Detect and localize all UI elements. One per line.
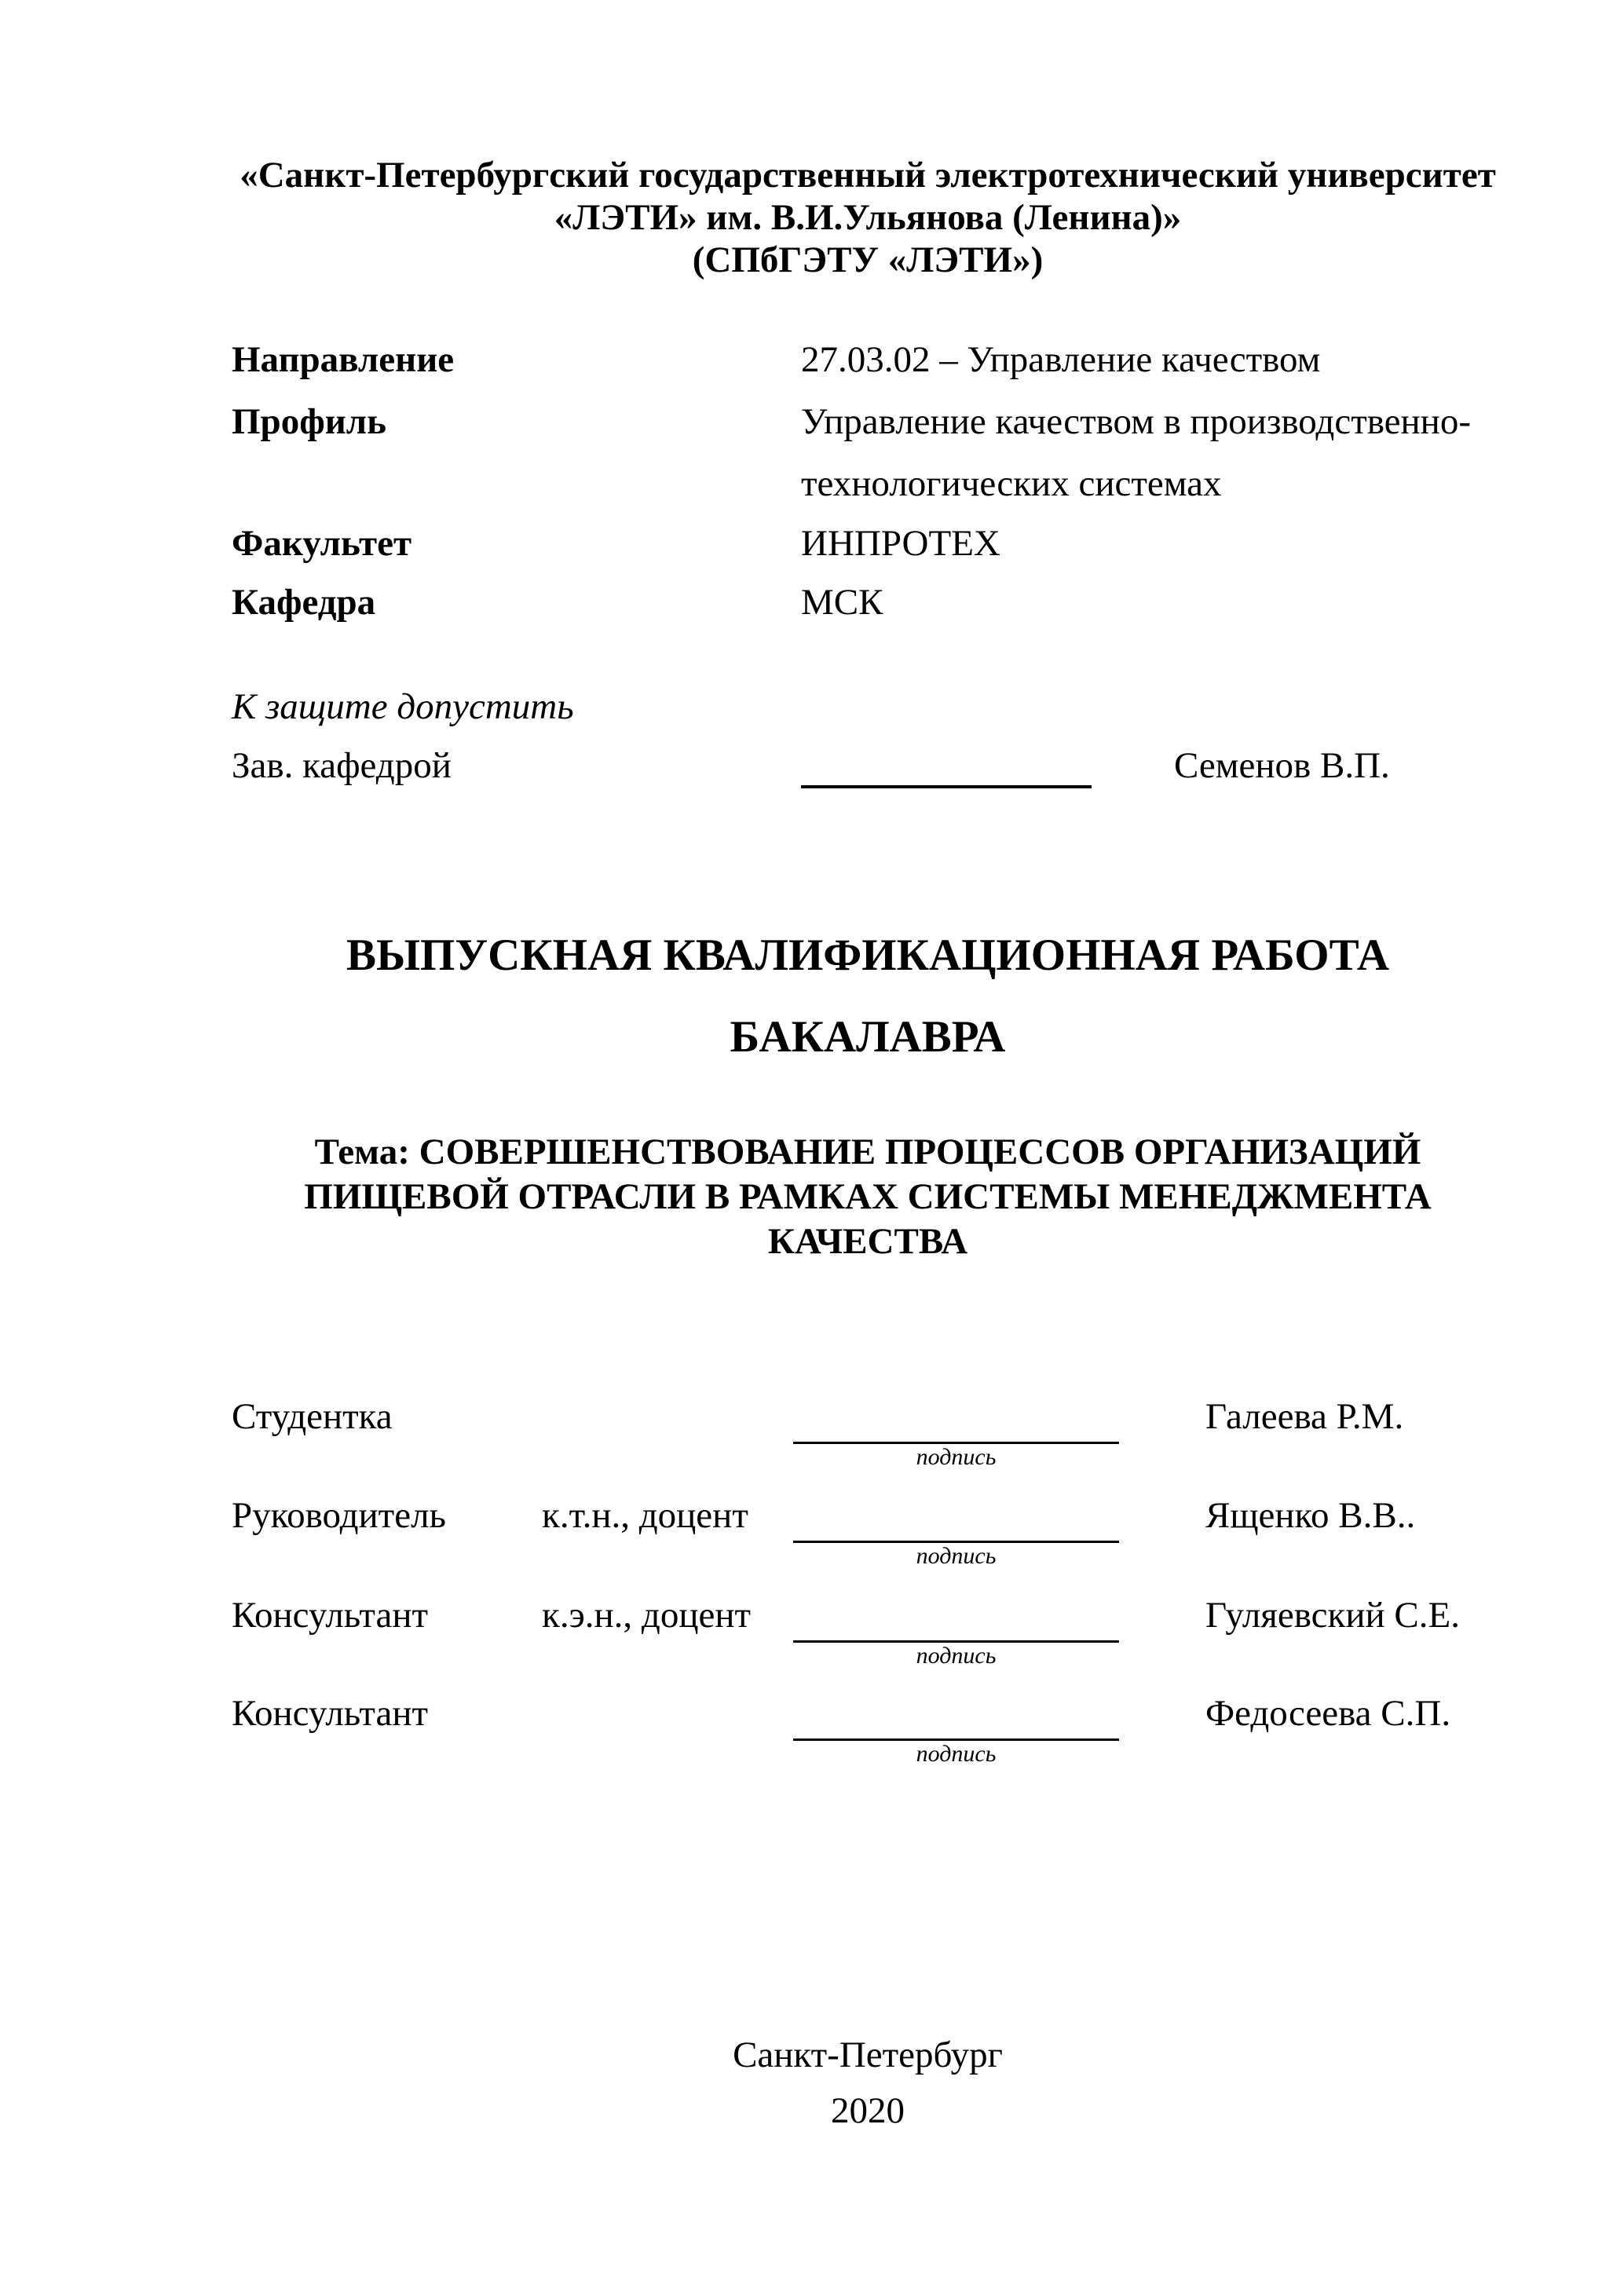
university-header-line-2: «ЛЭТИ» им. В.И.Ульянова (Ленина)»: [554, 197, 1182, 238]
faculty-value: ИНПРОТЕХ: [801, 523, 1000, 564]
department-label: Кафедра: [232, 582, 376, 623]
signature-name: Федосеева С.П.: [1205, 1693, 1451, 1734]
signature-name: Гуляевский С.Е.: [1205, 1595, 1460, 1636]
signature-name: Ященко В.В..: [1205, 1495, 1416, 1536]
signature-row-supervisor: [232, 1494, 1504, 1592]
direction-value: 27.03.02 – Управление качеством: [801, 339, 1321, 380]
profile-value: Управление качеством в производственно-технологических системах: [801, 401, 1471, 504]
signature-role: Студентка: [232, 1396, 393, 1437]
signature-qualification: к.т.н., доцент: [542, 1495, 748, 1536]
signature-row-student: [232, 1395, 1504, 1493]
signature-qualification: к.э.н., доцент: [542, 1595, 752, 1636]
footer-city: Санкт-Петербург: [733, 2035, 1003, 2075]
direction-label: Направление: [232, 339, 455, 380]
signature-role: Консультант: [232, 1693, 429, 1734]
faculty-label: Факультет: [232, 523, 412, 564]
signature-row-consultant-2: [232, 1692, 1504, 1790]
dept-head-name: Семенов В.П.: [1174, 745, 1390, 786]
thesis-theme-line-3: КАЧЕСТВА: [767, 1221, 968, 1262]
profile-label: Профиль: [232, 401, 387, 442]
signature-caption: подпись: [916, 1444, 997, 1470]
thesis-theme-line-2: ПИЩЕВОЙ ОТРАСЛИ В РАМКАХ СИСТЕМЫ МЕНЕДЖМЕНТА: [304, 1176, 1432, 1217]
signature-role: Руководитель: [232, 1495, 446, 1536]
signature-row-consultant-1: [232, 1594, 1504, 1692]
thesis-theme: [232, 1130, 1504, 1264]
thesis-title: [232, 915, 1504, 1078]
university-header: [232, 154, 1504, 281]
department-value: МСК: [801, 582, 883, 623]
signature-caption: подпись: [916, 1543, 997, 1569]
signature-role: Консультант: [232, 1595, 429, 1636]
thesis-theme-line-1: Тема: СОВЕРШЕНСТВОВАНИЕ ПРОЦЕССОВ ОРГАНИЗАЦИЙ: [314, 1132, 1421, 1172]
signature-name: Галеева Р.М.: [1205, 1396, 1404, 1437]
university-header-line-1: «Санкт-Петербургский государственный электротехнический университет: [240, 155, 1496, 196]
signature-caption: подпись: [916, 1643, 997, 1669]
dept-head-label: Зав. кафедрой: [232, 745, 452, 786]
dept-head-signature-line: [801, 785, 1092, 788]
signature-caption: подпись: [916, 1741, 997, 1767]
footer: [232, 2027, 1504, 2139]
thesis-title-line-1: ВЫПУСКНАЯ КВАЛИФИКАЦИОННАЯ РАБОТА: [346, 930, 1389, 980]
footer-year: 2020: [831, 2090, 905, 2131]
admission-heading: К защите допустить: [232, 686, 574, 727]
university-header-line-3: (СПбГЭТУ «ЛЭТИ»): [692, 239, 1044, 280]
thesis-title-line-2: БАКАЛАВРА: [730, 1012, 1006, 1062]
